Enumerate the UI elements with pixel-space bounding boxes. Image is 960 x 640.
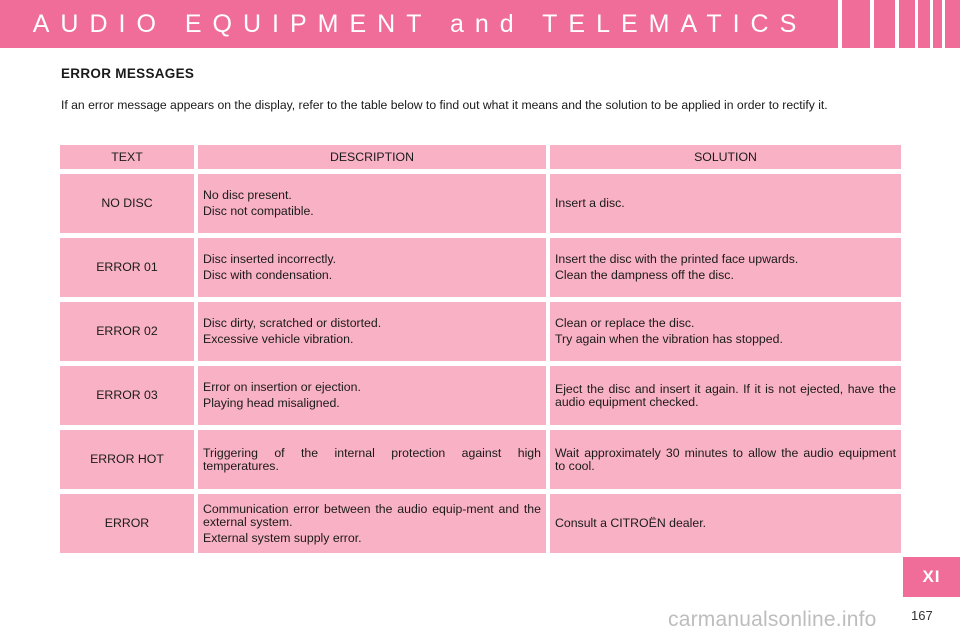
table-header-text — [60, 145, 194, 169]
table-header-description — [198, 145, 546, 169]
chapter-header-bar — [0, 0, 960, 48]
chapter-tab: XI — [903, 557, 960, 597]
solution-line: Insert a disc. — [555, 196, 625, 210]
header-label: SOLUTION — [694, 149, 757, 164]
section-title: ERROR MESSAGES — [61, 66, 195, 81]
solution-line: Wait approximately 30 minutes to allow the audio equipment to cool. — [555, 445, 896, 473]
error-code: ERROR 01 — [96, 260, 158, 274]
description-line: Playing head misaligned. — [203, 396, 340, 410]
description-cell — [198, 430, 546, 489]
error-code-cell — [60, 366, 194, 425]
solution-cell — [550, 430, 901, 489]
solution-line: Insert the disc with the printed face upwards. — [555, 252, 799, 266]
error-code: ERROR 03 — [96, 388, 158, 402]
description-cell — [198, 174, 546, 233]
description-cell — [198, 366, 546, 425]
solution-cell — [550, 238, 901, 297]
description-line: External system supply error. — [203, 530, 362, 545]
watermark: carmanualsonline.info — [668, 608, 877, 631]
table-header-solution — [550, 145, 901, 169]
description-line: Disc inserted incorrectly. — [203, 252, 337, 266]
description-line: Excessive vehicle vibration. — [203, 332, 354, 346]
page-number: 167 — [911, 608, 933, 623]
description-line: Disc with condensation. — [203, 268, 333, 282]
header-stripe-decoration — [915, 0, 918, 48]
solution-cell — [550, 366, 901, 425]
header-stripe-decoration — [838, 0, 842, 48]
solution-cell — [550, 302, 901, 361]
description-cell — [198, 238, 546, 297]
solution-cell — [550, 494, 901, 553]
header-label: DESCRIPTION — [329, 149, 415, 164]
solution-line: Eject the disc and insert it again. If it is not ejected, have the audio equipment checked. — [555, 381, 896, 409]
description-line: Communication error between the audio equip-ment and the external system. — [203, 501, 541, 529]
error-code: ERROR — [104, 516, 150, 530]
description-line: Disc dirty, scratched or distorted. — [203, 316, 382, 330]
header-label: TEXT — [111, 149, 143, 164]
intro-paragraph: If an error message appears on the display, refer to the table below to find out what it means and the solution to be applied in order to rectify it. — [61, 98, 828, 112]
solution-line: Clean the dampness off the disc. — [555, 268, 734, 282]
description-line: Error on insertion or ejection. — [203, 380, 361, 394]
error-code-cell — [60, 430, 194, 489]
error-code: ERROR 02 — [96, 324, 158, 338]
error-code-cell — [60, 238, 194, 297]
description-line: Disc not compatible. — [203, 204, 314, 218]
header-stripe-decoration — [870, 0, 874, 48]
solution-line: Clean or replace the disc. — [555, 316, 695, 330]
description-cell — [198, 494, 546, 553]
chapter-title: AUDIO EQUIPMENT and TELEMATICS — [32, 10, 808, 38]
error-code-cell — [60, 174, 194, 233]
error-code: NO DISC — [101, 196, 153, 210]
solution-line: Try again when the vibration has stopped. — [555, 332, 783, 346]
error-code-cell — [60, 302, 194, 361]
header-stripe-decoration — [895, 0, 899, 48]
description-cell — [198, 302, 546, 361]
description-line: No disc present. — [203, 188, 292, 202]
description-line: Triggering of the internal protection against high temperatures. — [203, 445, 541, 473]
solution-cell — [550, 174, 901, 233]
error-code: ERROR HOT — [90, 452, 164, 466]
error-code-cell — [60, 494, 194, 553]
header-stripe-decoration — [930, 0, 933, 48]
solution-line: Consult a CITROËN dealer. — [555, 516, 707, 530]
header-stripe-decoration — [942, 0, 945, 48]
